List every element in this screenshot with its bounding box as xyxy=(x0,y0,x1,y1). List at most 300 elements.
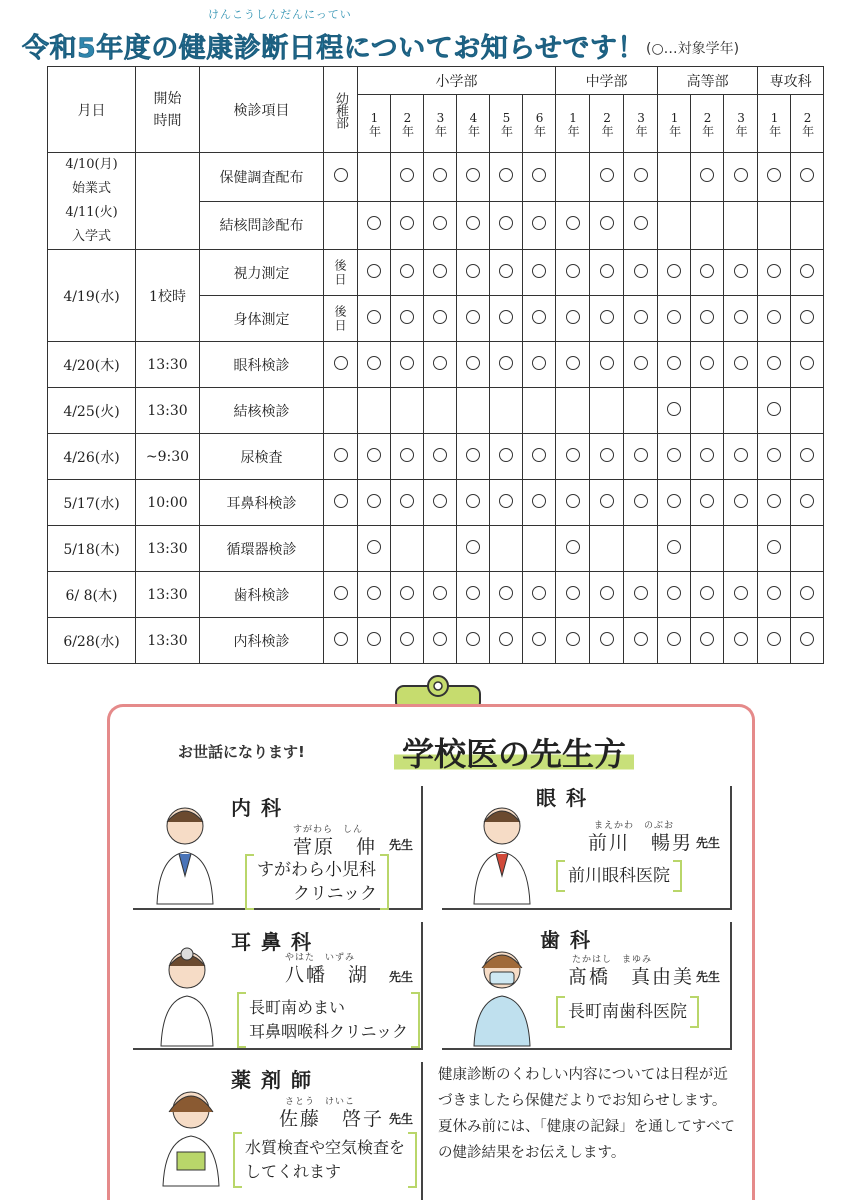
grade-cell xyxy=(658,296,691,342)
target-circle-icon xyxy=(767,448,781,462)
grade-cell xyxy=(490,201,523,250)
grade-cell xyxy=(791,618,824,664)
grade-cell xyxy=(490,388,523,434)
grade-cell xyxy=(624,388,658,434)
target-circle-icon xyxy=(667,586,681,600)
grade-cell xyxy=(490,250,523,296)
legend-note: (○…対象学年) xyxy=(646,41,740,57)
target-circle-icon xyxy=(566,586,580,600)
grade-header: 1年 xyxy=(658,95,691,153)
target-circle-icon xyxy=(400,632,414,646)
grade-cell xyxy=(691,388,724,434)
later-mark: 後日 xyxy=(333,258,347,287)
target-circle-icon xyxy=(400,356,414,370)
target-circle-icon xyxy=(433,586,447,600)
header-special: 専攻科 xyxy=(758,67,824,95)
title-text: 令和5年度の健康診断日程についてお知らせです！ xyxy=(22,33,645,64)
grade-cell xyxy=(724,618,758,664)
target-circle-icon xyxy=(499,448,513,462)
target-circle-icon xyxy=(600,310,614,324)
grade-cell xyxy=(624,201,658,250)
grade-cell xyxy=(691,618,724,664)
doctor-field: 眼科 xyxy=(536,786,596,810)
grade-header: 3年 xyxy=(624,95,658,153)
grade-cell xyxy=(523,296,556,342)
target-circle-icon xyxy=(667,402,681,416)
grade-cell xyxy=(358,618,391,664)
doctor-card-internal xyxy=(133,786,423,910)
start-cell: 10:00 xyxy=(136,480,200,526)
date-cell: 5/17(水) xyxy=(48,480,136,526)
header-item: 検診項目 xyxy=(200,67,324,153)
target-circle-icon xyxy=(566,448,580,462)
item-cell: 結核検診 xyxy=(200,388,324,434)
target-circle-icon xyxy=(667,540,681,554)
grade-cell xyxy=(556,618,590,664)
target-circle-icon xyxy=(767,632,781,646)
grade-cell xyxy=(791,572,824,618)
item-cell: 尿検査 xyxy=(200,434,324,480)
grade-cell xyxy=(523,153,556,202)
grade-cell xyxy=(358,296,391,342)
target-circle-icon xyxy=(700,168,714,182)
target-circle-icon xyxy=(532,448,546,462)
target-circle-icon xyxy=(400,168,414,182)
target-circle-icon xyxy=(400,494,414,508)
target-circle-icon xyxy=(532,264,546,278)
grade-header: 6年 xyxy=(523,95,556,153)
grade-cell xyxy=(391,250,424,296)
grade-cell xyxy=(691,342,724,388)
grade-cell xyxy=(724,480,758,526)
item-cell: 視力測定 xyxy=(200,250,324,296)
grade-header: 3年 xyxy=(424,95,457,153)
grade-cell xyxy=(556,296,590,342)
grade-header: 2年 xyxy=(691,95,724,153)
target-circle-icon xyxy=(600,632,614,646)
grade-cell xyxy=(724,434,758,480)
grade-cell xyxy=(490,572,523,618)
start-cell: 13:30 xyxy=(136,526,200,572)
grade-cell xyxy=(691,526,724,572)
grade-cell xyxy=(391,526,424,572)
grade-cell xyxy=(556,526,590,572)
grade-cell xyxy=(556,342,590,388)
grade-cell xyxy=(691,201,724,250)
header-date: 月日 xyxy=(48,67,136,153)
grade-cell xyxy=(624,434,658,480)
target-circle-icon xyxy=(634,310,648,324)
doctor-illustration-icon xyxy=(141,938,225,1048)
item-cell: 歯科検診 xyxy=(200,572,324,618)
grade-cell xyxy=(590,342,624,388)
grade-cell xyxy=(457,250,490,296)
later-mark: 後日 xyxy=(333,304,347,333)
grade-cell xyxy=(624,618,658,664)
target-circle-icon xyxy=(634,216,648,230)
grade-cell xyxy=(724,388,758,434)
target-circle-icon xyxy=(367,540,381,554)
table-row xyxy=(48,342,824,388)
target-circle-icon xyxy=(800,632,814,646)
grade-cell xyxy=(658,201,691,250)
doctor-name: 八幡 湖 xyxy=(285,964,370,986)
grade-cell xyxy=(457,434,490,480)
grade-cell xyxy=(424,618,457,664)
grade-cell xyxy=(691,434,724,480)
target-circle-icon xyxy=(499,216,513,230)
start-cell: 13:30 xyxy=(136,572,200,618)
item-cell: 身体測定 xyxy=(200,296,324,342)
target-circle-icon xyxy=(433,216,447,230)
grade-cell xyxy=(758,618,791,664)
header-start: 開始 時間 xyxy=(136,67,200,153)
grade-cell xyxy=(556,434,590,480)
start-cell: 13:30 xyxy=(136,342,200,388)
grade-cell xyxy=(490,342,523,388)
target-circle-icon xyxy=(466,168,480,182)
grade-cell xyxy=(724,153,758,202)
grade-cell xyxy=(590,153,624,202)
grade-cell xyxy=(724,201,758,250)
grade-cell xyxy=(391,296,424,342)
grade-cell xyxy=(590,480,624,526)
date-text: 4/11(火) xyxy=(65,205,118,220)
target-circle-icon xyxy=(667,448,681,462)
grade-cell xyxy=(724,342,758,388)
grade-cell xyxy=(691,572,724,618)
grade-header: 4年 xyxy=(457,95,490,153)
target-circle-icon xyxy=(466,216,480,230)
grade-header: 2年 xyxy=(590,95,624,153)
target-circle-icon xyxy=(700,632,714,646)
kinder-cell xyxy=(324,250,358,296)
target-circle-icon xyxy=(532,310,546,324)
header-high: 高等部 xyxy=(658,67,758,95)
grade-cell xyxy=(424,388,457,434)
target-circle-icon xyxy=(466,494,480,508)
target-circle-icon xyxy=(734,310,748,324)
grade-cell xyxy=(424,434,457,480)
grade-cell xyxy=(457,526,490,572)
grade-cell xyxy=(658,572,691,618)
target-circle-icon xyxy=(499,356,513,370)
target-circle-icon xyxy=(334,494,348,508)
grade-cell xyxy=(358,480,391,526)
target-circle-icon xyxy=(400,448,414,462)
grade-cell xyxy=(724,526,758,572)
kinder-cell xyxy=(324,526,358,572)
target-circle-icon xyxy=(466,586,480,600)
grade-cell xyxy=(590,572,624,618)
grade-cell xyxy=(391,153,424,202)
grade-cell xyxy=(391,618,424,664)
table-row xyxy=(48,388,824,434)
doctor-field: 歯科 xyxy=(540,928,600,952)
doctor-field: 耳鼻科 xyxy=(231,930,321,954)
doctor-place: 水質検査や空気検査を してくれます xyxy=(245,1136,405,1184)
pharmacist-illustration-icon xyxy=(147,1078,227,1188)
date-cell: 6/ 8(木) xyxy=(48,572,136,618)
target-circle-icon xyxy=(734,448,748,462)
doctor-name: 前川 暢男 xyxy=(588,832,694,854)
target-circle-icon xyxy=(667,632,681,646)
target-circle-icon xyxy=(700,356,714,370)
date-cell: 5/18(木) xyxy=(48,526,136,572)
grade-cell xyxy=(523,434,556,480)
grade-cell xyxy=(391,480,424,526)
target-circle-icon xyxy=(466,540,480,554)
grade-cell xyxy=(457,388,490,434)
grade-cell xyxy=(556,388,590,434)
grade-cell xyxy=(358,250,391,296)
target-circle-icon xyxy=(700,494,714,508)
target-circle-icon xyxy=(566,310,580,324)
grade-cell xyxy=(424,201,457,250)
target-circle-icon xyxy=(600,264,614,278)
target-circle-icon xyxy=(600,448,614,462)
target-circle-icon xyxy=(734,494,748,508)
kinder-cell xyxy=(324,618,358,664)
target-circle-icon xyxy=(767,586,781,600)
target-circle-icon xyxy=(700,310,714,324)
title-ruby: けんこうしんだんにってい xyxy=(208,8,352,21)
target-circle-icon xyxy=(800,356,814,370)
target-circle-icon xyxy=(367,632,381,646)
board-thanks: お世話になります! xyxy=(178,743,305,761)
target-circle-icon xyxy=(600,586,614,600)
grade-cell xyxy=(791,388,824,434)
grade-cell xyxy=(358,201,391,250)
grade-cell xyxy=(624,572,658,618)
doctor-field: 内科 xyxy=(231,796,291,820)
grade-cell xyxy=(590,526,624,572)
start-cell: 1校時 xyxy=(136,250,200,342)
target-circle-icon xyxy=(433,264,447,278)
target-circle-icon xyxy=(532,216,546,230)
grade-cell xyxy=(791,296,824,342)
doctor-furigana: たかはし まゆみ xyxy=(572,955,653,965)
grade-cell xyxy=(424,480,457,526)
target-circle-icon xyxy=(634,494,648,508)
target-circle-icon xyxy=(600,168,614,182)
grade-cell xyxy=(424,342,457,388)
grade-cell xyxy=(724,296,758,342)
date-text: 4/10(月) xyxy=(65,157,118,172)
target-circle-icon xyxy=(466,448,480,462)
doctor-card-eye xyxy=(442,786,732,910)
grade-cell xyxy=(556,201,590,250)
grade-cell xyxy=(624,296,658,342)
grade-cell xyxy=(457,296,490,342)
doctor-place: すがわら小児科 クリニック xyxy=(257,860,377,904)
grade-cell xyxy=(658,388,691,434)
target-circle-icon xyxy=(400,310,414,324)
target-circle-icon xyxy=(767,356,781,370)
grade-header: 1年 xyxy=(358,95,391,153)
grade-cell xyxy=(758,572,791,618)
target-circle-icon xyxy=(532,168,546,182)
target-circle-icon xyxy=(800,586,814,600)
grade-cell xyxy=(624,342,658,388)
item-cell: 結核問診配布 xyxy=(200,201,324,250)
target-circle-icon xyxy=(334,168,348,182)
info-note: 健康診断のくわしい内容については日程が近づきましたら保健だよりでお知らせします。夏休み前には、「健康の記録」を通してすべての健診結果をお伝えします。 xyxy=(438,1067,735,1161)
grade-cell xyxy=(658,434,691,480)
board-heading: 学校医の先生方 xyxy=(394,729,634,775)
grade-cell xyxy=(758,388,791,434)
header-junior: 中学部 xyxy=(556,67,658,95)
target-circle-icon xyxy=(400,216,414,230)
date-text: 始業式 xyxy=(71,181,111,196)
grade-cell xyxy=(424,526,457,572)
grade-cell xyxy=(624,250,658,296)
grade-cell xyxy=(424,153,457,202)
grade-header: 2年 xyxy=(391,95,424,153)
grade-cell xyxy=(791,526,824,572)
grade-cell xyxy=(724,250,758,296)
target-circle-icon xyxy=(634,586,648,600)
target-circle-icon xyxy=(734,586,748,600)
target-circle-icon xyxy=(499,264,513,278)
doctor-name: 菅原 伸 xyxy=(293,836,378,858)
header-kinder: 幼稚部 xyxy=(324,67,358,153)
item-cell: 循環器検診 xyxy=(200,526,324,572)
sensei-label: 先生 xyxy=(389,838,414,852)
grade-cell xyxy=(590,434,624,480)
grade-cell xyxy=(758,250,791,296)
target-circle-icon xyxy=(499,586,513,600)
target-circle-icon xyxy=(600,356,614,370)
table-row xyxy=(48,526,824,572)
grade-cell xyxy=(424,250,457,296)
target-circle-icon xyxy=(433,494,447,508)
target-circle-icon xyxy=(532,494,546,508)
start-cell xyxy=(136,153,200,250)
grade-cell xyxy=(391,434,424,480)
target-circle-icon xyxy=(499,632,513,646)
doctor-card-pharmacist xyxy=(133,1062,423,1200)
target-circle-icon xyxy=(367,586,381,600)
grade-cell xyxy=(758,201,791,250)
grade-cell xyxy=(791,153,824,202)
grade-cell xyxy=(523,526,556,572)
grade-cell xyxy=(391,572,424,618)
sensei-label: 先生 xyxy=(389,970,414,984)
target-circle-icon xyxy=(566,264,580,278)
grade-cell xyxy=(391,342,424,388)
grade-cell xyxy=(758,296,791,342)
target-circle-icon xyxy=(667,264,681,278)
grade-cell xyxy=(590,201,624,250)
doctor-place: 長町南歯科医院 xyxy=(568,1002,687,1022)
grade-cell xyxy=(758,342,791,388)
grade-cell xyxy=(791,201,824,250)
grade-cell xyxy=(457,618,490,664)
kinder-cell xyxy=(324,201,358,250)
target-circle-icon xyxy=(433,356,447,370)
grade-cell xyxy=(391,388,424,434)
target-circle-icon xyxy=(499,168,513,182)
kinder-cell xyxy=(324,480,358,526)
target-circle-icon xyxy=(734,264,748,278)
target-circle-icon xyxy=(734,632,748,646)
target-circle-icon xyxy=(367,216,381,230)
target-circle-icon xyxy=(334,356,348,370)
grade-cell xyxy=(523,201,556,250)
grade-cell xyxy=(457,153,490,202)
doctor-card-dental xyxy=(442,922,732,1050)
target-circle-icon xyxy=(334,448,348,462)
grade-cell xyxy=(523,480,556,526)
grade-cell xyxy=(691,480,724,526)
target-circle-icon xyxy=(767,540,781,554)
sensei-label: 先生 xyxy=(696,970,721,984)
target-circle-icon xyxy=(767,264,781,278)
doctor-illustration-icon xyxy=(458,938,538,1048)
target-circle-icon xyxy=(800,168,814,182)
kinder-cell xyxy=(324,388,358,434)
doctor-furigana: やはた いずみ xyxy=(285,953,356,963)
grade-cell xyxy=(658,480,691,526)
target-circle-icon xyxy=(466,264,480,278)
grade-cell xyxy=(490,153,523,202)
grade-cell xyxy=(590,388,624,434)
target-circle-icon xyxy=(367,356,381,370)
grade-cell xyxy=(758,526,791,572)
grade-header: 1年 xyxy=(556,95,590,153)
table-row xyxy=(48,572,824,618)
target-circle-icon xyxy=(433,310,447,324)
grade-header: 3年 xyxy=(724,95,758,153)
target-circle-icon xyxy=(634,356,648,370)
doctor-furigana: まえかわ のぶお xyxy=(594,821,675,831)
doctor-name: 佐藤 啓子 xyxy=(279,1108,385,1130)
grade-cell xyxy=(358,153,391,202)
doctor-illustration-icon xyxy=(458,796,538,906)
target-circle-icon xyxy=(800,310,814,324)
target-circle-icon xyxy=(566,356,580,370)
doctor-field: 薬剤師 xyxy=(231,1068,321,1092)
target-circle-icon xyxy=(800,494,814,508)
kinder-cell xyxy=(324,296,358,342)
grade-cell xyxy=(391,201,424,250)
target-circle-icon xyxy=(367,264,381,278)
grade-cell xyxy=(358,434,391,480)
grade-cell xyxy=(758,480,791,526)
grade-cell xyxy=(523,342,556,388)
target-circle-icon xyxy=(634,168,648,182)
kinder-cell xyxy=(324,153,358,202)
start-cell: ~9:30 xyxy=(136,434,200,480)
grade-cell xyxy=(791,342,824,388)
grade-cell xyxy=(358,388,391,434)
header-elementary: 小学部 xyxy=(358,67,556,95)
target-circle-icon xyxy=(667,356,681,370)
doctor-card-ent xyxy=(133,922,423,1050)
grade-cell xyxy=(758,434,791,480)
date-cell: 4/26(水) xyxy=(48,434,136,480)
grade-cell xyxy=(590,250,624,296)
table-row xyxy=(48,153,824,202)
grade-cell xyxy=(457,342,490,388)
target-circle-icon xyxy=(433,632,447,646)
target-circle-icon xyxy=(667,310,681,324)
target-circle-icon xyxy=(566,216,580,230)
grade-cell xyxy=(490,526,523,572)
grade-header: 5年 xyxy=(490,95,523,153)
kinder-cell xyxy=(324,342,358,388)
